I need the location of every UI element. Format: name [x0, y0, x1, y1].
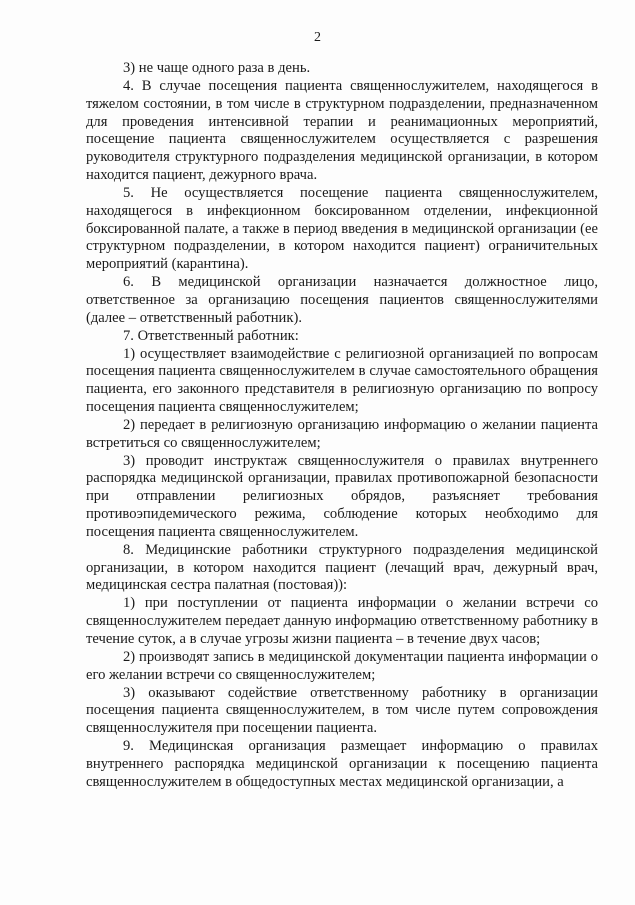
paragraph-9: 8. Медицинские работники структурного подразделения медицинской организации, в котором находится пациент (лечащий врач, дежурный врач, медицинская сестра палатная (постовая)):: [86, 541, 598, 594]
paragraph-1: 3) не чаще одного раза в день.: [123, 60, 311, 76]
paragraph-8: 3) проводит инструктаж священнослужителя о правилах внутреннего распорядка медицинской организации, правилах противопожарной безопасности при отправлении религиозных обрядов, разъясняет требования противоэпидемического режима, соблюдение которых необходимо для посещения пациента священнослужителем.: [86, 452, 598, 540]
page-number: 2: [314, 30, 321, 45]
document-body: [86, 60, 598, 792]
paragraph-3: 5. Не осуществляется посещение пациента священнослужителем, находящегося в инфекционном боксированном отделении, инфекционной боксированной палате, а также в период введения в медицинской организации (ее структурном подразделении, в котором находится пациент) ограничительных мероприятий (карантина).: [86, 184, 598, 273]
paragraph-6: 1) осуществляет взаимодействие с религиозной организацией по вопросам посещения пациента священнослужителем в случае самостоятельного обращения пациента, его законного представителя в религиозную организацию по вопросу посещения пациента священнослужителем;: [86, 345, 598, 416]
paragraph-4: 6. В медицинской организации назначается должностное лицо, ответственное за организацию посещения пациентов священнослужителями (далее – ответственный работник).: [86, 274, 598, 326]
paragraph-13: 9. Медицинская организация размещает информацию о правилах внутреннего распорядка медицинской организации к посещению пациента священнослужителем в общедоступных местах медицинской организации, а: [86, 738, 598, 790]
paragraph-10: 1) при поступлении от пациента информации о желании встречи со священнослужителем передает данную информацию ответственному работнику в течение суток, а в случае угрозы жизни пациента – в течение двух часов;: [86, 595, 598, 647]
paragraph-11: 2) производят запись в медицинской документации пациента информации о его желании встречи со священнослужителем;: [86, 648, 598, 683]
paragraph-12: 3) оказывают содействие ответственному работнику в организации посещения пациента священнослужителем, в том числе путем сопровождения священнослужителя при посещении пациента.: [86, 684, 598, 737]
paragraph-7: 2) передает в религиозную организацию информацию о желании пациента встретиться со священнослужителем;: [86, 416, 598, 451]
paragraph-5: 7. Ответственный работник:: [123, 327, 299, 344]
paragraph-2: 4. В случае посещения пациента священнослужителем, находящегося в тяжелом состоянии, в том числе в структурном подразделении, предназначенном для проведения интенсивной терапии и реанимационных мероприятий, посещение пациента священнослужителем осуществляется с разрешения руководителя структурного подразделения медицинской организации, в котором находится пациент, дежурного врача.: [86, 77, 598, 184]
